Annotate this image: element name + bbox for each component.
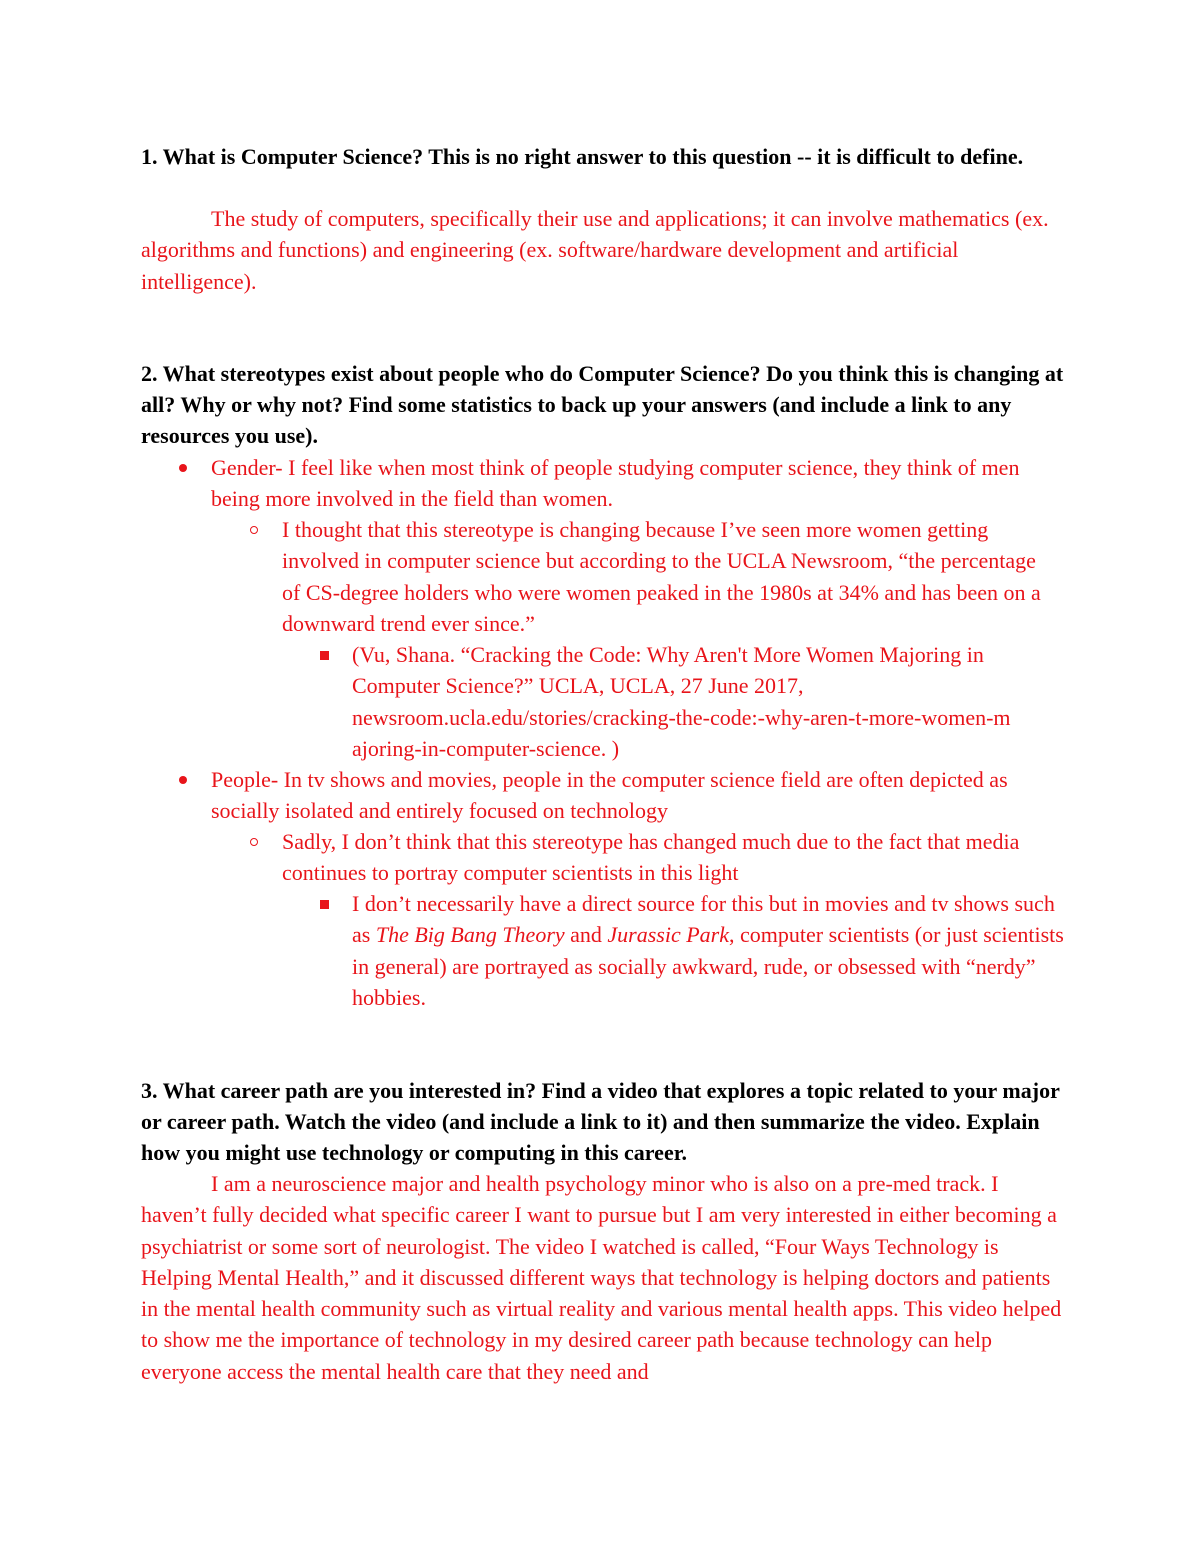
question-1: 1. What is Computer Science? This is no right answer to this question -- it is difficult to define. bbox=[141, 144, 1024, 169]
sub-bullet-people: Sadly, I don’t think that this stereotype has changed much due to the fact that media continues to portray computer scientists in this light bbox=[282, 829, 1020, 886]
bullet-circle bbox=[250, 838, 258, 846]
bullet-square bbox=[320, 651, 329, 660]
detail-text-b: and bbox=[564, 922, 608, 948]
citation-line-1: (Vu, Shana. “Cracking the Code: Why Aren't More Women Majoring in bbox=[352, 642, 984, 667]
detail-text-a: I don’t necessarily have a direct source for this but in movies and tv shows such as bbox=[352, 891, 1055, 948]
citation-line-3: newsroom.ucla.edu/stories/cracking-the-code:-why-aren-t-more-women-m bbox=[352, 704, 1011, 730]
bullet-square bbox=[320, 900, 329, 909]
answer-1-text: The study of computers, specifically their use and applications; it can involve mathematics (ex. algorithms and functions) and engineering (ex. software/hardware development and artificial intelligence). bbox=[141, 206, 1049, 294]
question-2: 2. What stereotypes exist about people who do Computer Science? Do you think this is changing at all? Why or why not? Find some statistics to back up your answers (and include a link to any resources you use). bbox=[141, 361, 1064, 448]
answer-1 bbox=[141, 203, 1066, 297]
answer-3 bbox=[141, 1168, 1066, 1387]
bullet-dot bbox=[179, 464, 187, 472]
title-jurassic-park: Jurassic Park bbox=[607, 922, 730, 948]
citation-line-4: ajoring-in-computer-science. ) bbox=[352, 735, 620, 761]
bullet-people: People- In tv shows and movies, people in the computer science field are often depicted as socially isolated and entirely focused on technology bbox=[211, 767, 1008, 824]
citation-ucla bbox=[352, 639, 1072, 764]
citation-line-2: Computer Science?” UCLA, UCLA, 27 June 2017, bbox=[352, 673, 804, 699]
question-3: 3. What career path are you interested in? Find a video that explores a topic related to your major or career path. Watch the video (and include a link to it) and then summarize the video. Explain how you might use technology or computing in this career. bbox=[141, 1078, 1060, 1165]
bullet-dot bbox=[179, 776, 187, 784]
bullet-circle bbox=[250, 526, 258, 534]
bullet-gender: Gender- I feel like when most think of people studying computer science, they think of men being more involved in the field than women. bbox=[211, 455, 1020, 512]
detail-people bbox=[352, 888, 1064, 1013]
title-big-bang-theory: The Big Bang Theory bbox=[375, 922, 565, 948]
answer-3-text: I am a neuroscience major and health psychology minor who is also on a pre-med track. I haven’t fully decided what specific career I want to pursue but I am very interested in either becoming a psychiatrist or some sort of neurologist. The video I watched is called, “Four Ways Technology is Helping Mental Health,” and it discussed different ways that technology is helping doctors and patients in the mental health community such as virtual reality and various mental health apps. This video helped to show me the importance of technology in my desired career path because technology can help everyone access the mental health care that they need and bbox=[141, 1171, 1062, 1384]
sub-bullet-gender: I thought that this stereotype is changing because I’ve seen more women getting involved in computer science but according to the UCLA Newsroom, “the percentage of CS-degree holders who were women peaked in the 1980s at 34% and has been on a downward trend ever since.” bbox=[282, 517, 1041, 636]
detail-text-c: , computer scientists (or just scientists in general) are portrayed as socially awkward, rude, or obsessed with “nerdy” hobbies. bbox=[352, 922, 1064, 1010]
